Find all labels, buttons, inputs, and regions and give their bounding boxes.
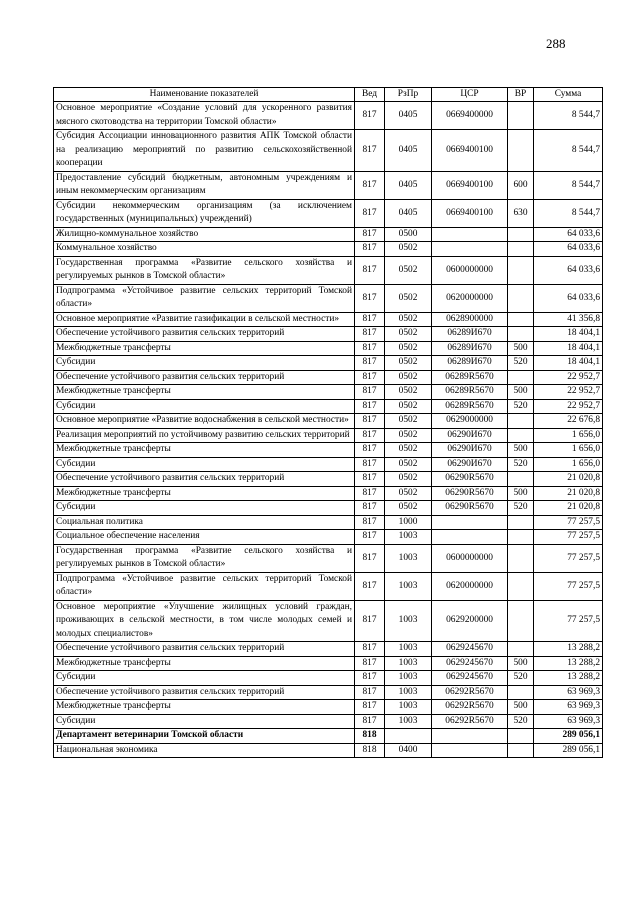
row-vr-cell: 500 [508,385,534,400]
table-header-row [54,88,603,102]
row-vr-cell: 520 [508,671,534,686]
row-ved-cell: 817 [355,544,385,572]
table-row [54,199,603,227]
row-name-cell: Субсидия Ассоциации инновационного развития АПК Томской области на реализацию мероприятий по развитию сельскохозяйственной кооперации [54,130,355,172]
row-name-cell: Основное мероприятие «Улучшение жилищных условий граждан, проживающих в сельской местности, в том числе молодых семей и молодых специалистов» [54,600,355,642]
row-vr-cell: 520 [508,501,534,516]
table-row [54,256,603,284]
table-row [54,671,603,686]
row-ved-cell: 817 [355,102,385,130]
row-name-cell: Социальное обеспечение населения [54,530,355,545]
row-vr-cell [508,312,534,327]
budget-table [53,87,603,758]
row-vr-cell: 520 [508,399,534,414]
row-sum-cell: 22 952,7 [534,385,603,400]
row-csr-cell: 0629245670 [432,671,508,686]
row-sum-cell: 64 033,6 [534,284,603,312]
table-row [54,327,603,342]
row-ved-cell: 817 [355,642,385,657]
row-rzpr-cell: 0502 [385,501,432,516]
row-rzpr-cell: 0502 [385,472,432,487]
row-vr-cell [508,600,534,642]
row-rzpr-cell: 0502 [385,370,432,385]
row-rzpr-cell: 0502 [385,327,432,342]
row-csr-cell: 0629245670 [432,656,508,671]
row-sum-cell: 77 257,5 [534,515,603,530]
row-rzpr-cell: 0502 [385,341,432,356]
row-csr-cell: 06290R5670 [432,501,508,516]
row-csr-cell [432,743,508,758]
row-rzpr-cell: 0405 [385,199,432,227]
row-sum-cell: 289 056,1 [534,743,603,758]
row-vr-cell [508,414,534,429]
header-rzpr: РзПр [385,88,432,102]
row-sum-cell: 18 404,1 [534,327,603,342]
table-row [54,685,603,700]
row-vr-cell [508,515,534,530]
row-csr-cell: 06289R5670 [432,399,508,414]
row-rzpr-cell: 0502 [385,356,432,371]
row-ved-cell: 817 [355,428,385,443]
row-sum-cell: 77 257,5 [534,530,603,545]
row-ved-cell: 817 [355,414,385,429]
page-number: 288 [546,36,566,51]
row-rzpr-cell: 0502 [385,399,432,414]
row-vr-cell: 500 [508,486,534,501]
row-sum-cell: 1 656,0 [534,443,603,458]
table-row [54,729,603,744]
row-vr-cell: 500 [508,700,534,715]
table-row [54,130,603,172]
row-vr-cell: 520 [508,356,534,371]
row-name-cell: Подпрограмма «Устойчивое развитие сельских территорий Томской области» [54,572,355,600]
table-row [54,642,603,657]
row-sum-cell: 289 056,1 [534,729,603,744]
row-ved-cell: 817 [355,486,385,501]
row-sum-cell: 21 020,8 [534,486,603,501]
row-vr-cell [508,130,534,172]
row-ved-cell: 817 [355,385,385,400]
row-ved-cell: 817 [355,457,385,472]
row-rzpr-cell: 0502 [385,486,432,501]
row-ved-cell: 818 [355,729,385,744]
row-ved-cell: 817 [355,130,385,172]
row-name-cell: Государственная программа «Развитие сельского хозяйства и регулируемых рынков в Томской области» [54,256,355,284]
table-row [54,102,603,130]
row-csr-cell: 06289И670 [432,327,508,342]
row-sum-cell: 13 288,2 [534,642,603,657]
row-ved-cell: 817 [355,171,385,199]
row-vr-cell [508,428,534,443]
table-row [54,312,603,327]
row-sum-cell: 22 676,8 [534,414,603,429]
row-rzpr-cell: 1003 [385,700,432,715]
table-row [54,242,603,257]
table-row [54,656,603,671]
row-csr-cell: 0629000000 [432,414,508,429]
row-csr-cell: 0629200000 [432,600,508,642]
row-name-cell: Обеспечение устойчивого развития сельских территорий [54,472,355,487]
table-row [54,385,603,400]
row-name-cell: Субсидии [54,356,355,371]
table-body [54,102,603,758]
row-name-cell: Субсидии некоммерческим организациям (за исключением государственных (муниципальных) учреждений) [54,199,355,227]
row-sum-cell: 64 033,6 [534,227,603,242]
row-name-cell: Национальная экономика [54,743,355,758]
table-row [54,341,603,356]
row-rzpr-cell: 0405 [385,130,432,172]
row-sum-cell: 1 656,0 [534,428,603,443]
row-rzpr-cell: 1003 [385,714,432,729]
row-csr-cell: 06290R5670 [432,486,508,501]
row-sum-cell: 64 033,6 [534,242,603,257]
row-csr-cell: 0669400000 [432,102,508,130]
row-vr-cell: 500 [508,656,534,671]
row-vr-cell [508,284,534,312]
row-rzpr-cell: 1000 [385,515,432,530]
row-vr-cell [508,685,534,700]
row-ved-cell: 817 [355,199,385,227]
row-sum-cell: 18 404,1 [534,341,603,356]
table-row [54,171,603,199]
row-rzpr-cell: 0502 [385,443,432,458]
row-sum-cell: 63 969,3 [534,685,603,700]
row-ved-cell: 817 [355,600,385,642]
row-ved-cell: 817 [355,572,385,600]
header-name: Наименование показателей [54,88,355,102]
row-name-cell: Государственная программа «Развитие сельского хозяйства и регулируемых рынков в Томской области» [54,544,355,572]
row-vr-cell [508,642,534,657]
row-sum-cell: 21 020,8 [534,472,603,487]
row-name-cell: Социальная политика [54,515,355,530]
row-name-cell: Обеспечение устойчивого развития сельских территорий [54,685,355,700]
row-rzpr-cell: 0502 [385,457,432,472]
row-csr-cell: 06292R5670 [432,685,508,700]
row-ved-cell: 817 [355,284,385,312]
row-csr-cell: 0669400100 [432,199,508,227]
row-csr-cell: 0600000000 [432,256,508,284]
row-rzpr-cell: 1003 [385,600,432,642]
row-ved-cell: 817 [355,356,385,371]
table-row [54,399,603,414]
row-vr-cell [508,227,534,242]
row-sum-cell: 8 544,7 [534,130,603,172]
row-ved-cell: 817 [355,515,385,530]
row-csr-cell: 0600000000 [432,544,508,572]
row-name-cell: Субсидии [54,501,355,516]
row-vr-cell [508,370,534,385]
row-rzpr-cell: 0502 [385,242,432,257]
row-csr-cell: 0628900000 [432,312,508,327]
row-csr-cell: 0620000000 [432,284,508,312]
row-csr-cell: 0669400100 [432,171,508,199]
table-row [54,501,603,516]
row-ved-cell: 817 [355,327,385,342]
row-name-cell: Жилищно-коммунальное хозяйство [54,227,355,242]
table-row [54,472,603,487]
row-name-cell: Субсидии [54,399,355,414]
row-name-cell: Межбюджетные трансферты [54,443,355,458]
row-rzpr-cell: 1003 [385,530,432,545]
row-rzpr-cell: 0502 [385,256,432,284]
row-csr-cell: 06289И670 [432,341,508,356]
row-ved-cell: 817 [355,256,385,284]
row-name-cell: Субсидии [54,714,355,729]
table-row [54,356,603,371]
row-sum-cell: 22 952,7 [534,370,603,385]
row-ved-cell: 817 [355,530,385,545]
row-rzpr-cell: 1003 [385,544,432,572]
row-name-cell: Субсидии [54,457,355,472]
row-sum-cell: 21 020,8 [534,501,603,516]
table-row [54,486,603,501]
row-rzpr-cell: 1003 [385,685,432,700]
header-ved: Вед [355,88,385,102]
row-name-cell: Межбюджетные трансферты [54,486,355,501]
row-ved-cell: 817 [355,700,385,715]
row-ved-cell: 817 [355,399,385,414]
row-sum-cell: 63 969,3 [534,714,603,729]
table-row [54,428,603,443]
row-name-cell: Подпрограмма «Устойчивое развитие сельских территорий Томской области» [54,284,355,312]
row-name-cell: Предоставление субсидий бюджетным, автономным учреждениям и иным некоммерческим организациям [54,171,355,199]
row-csr-cell [432,242,508,257]
row-ved-cell: 817 [355,714,385,729]
row-sum-cell: 77 257,5 [534,544,603,572]
row-name-cell: Основное мероприятие «Развитие газификации в сельской местности» [54,312,355,327]
row-ved-cell: 818 [355,743,385,758]
row-sum-cell: 41 356,8 [534,312,603,327]
row-name-cell: Межбюджетные трансферты [54,656,355,671]
header-sum: Сумма [534,88,603,102]
row-rzpr-cell: 0502 [385,385,432,400]
row-csr-cell: 06292R5670 [432,714,508,729]
row-sum-cell: 1 656,0 [534,457,603,472]
table-row [54,700,603,715]
row-vr-cell [508,242,534,257]
row-name-cell: Обеспечение устойчивого развития сельских территорий [54,370,355,385]
row-sum-cell: 22 952,7 [534,399,603,414]
row-rzpr-cell: 0502 [385,312,432,327]
row-rzpr-cell: 1003 [385,642,432,657]
row-csr-cell: 0669400100 [432,130,508,172]
row-rzpr-cell: 0502 [385,284,432,312]
row-sum-cell: 13 288,2 [534,656,603,671]
row-vr-cell [508,743,534,758]
row-name-cell: Коммунальное хозяйство [54,242,355,257]
row-vr-cell [508,327,534,342]
table-row [54,572,603,600]
row-rzpr-cell: 1003 [385,671,432,686]
row-rzpr-cell: 0502 [385,428,432,443]
row-ved-cell: 817 [355,671,385,686]
table-row [54,743,603,758]
row-rzpr-cell: 0502 [385,414,432,429]
row-rzpr-cell: 1003 [385,572,432,600]
row-sum-cell: 8 544,7 [534,171,603,199]
row-name-cell: Субсидии [54,671,355,686]
table-row [54,544,603,572]
table-row [54,443,603,458]
row-csr-cell: 06289R5670 [432,370,508,385]
row-name-cell: Основное мероприятие «Создание условий для ускоренного развития мясного скотоводства на территории Томской области» [54,102,355,130]
row-ved-cell: 817 [355,472,385,487]
row-sum-cell: 64 033,6 [534,256,603,284]
row-csr-cell: 06290И670 [432,428,508,443]
row-ved-cell: 817 [355,685,385,700]
row-vr-cell [508,544,534,572]
row-csr-cell: 06289R5670 [432,385,508,400]
row-name-cell: Реализация мероприятий по устойчивому развитию сельских территорий [54,428,355,443]
row-vr-cell [508,472,534,487]
row-csr-cell: 0620000000 [432,572,508,600]
table-row [54,227,603,242]
row-rzpr-cell: 0500 [385,227,432,242]
row-vr-cell: 520 [508,714,534,729]
table-row [54,600,603,642]
row-csr-cell: 06290И670 [432,443,508,458]
row-ved-cell: 817 [355,501,385,516]
row-name-cell: Обеспечение устойчивого развития сельских территорий [54,642,355,657]
header-csr: ЦСР [432,88,508,102]
table-row [54,370,603,385]
row-vr-cell: 500 [508,341,534,356]
header-vr: ВР [508,88,534,102]
row-vr-cell: 630 [508,199,534,227]
row-vr-cell [508,102,534,130]
row-rzpr-cell: 0405 [385,102,432,130]
row-rzpr-cell: 0400 [385,743,432,758]
table-row [54,530,603,545]
row-rzpr-cell: 1003 [385,656,432,671]
row-ved-cell: 817 [355,370,385,385]
row-csr-cell: 06289И670 [432,356,508,371]
row-name-cell: Основное мероприятие «Развитие водоснабжения в сельской местности» [54,414,355,429]
row-name-cell: Межбюджетные трансферты [54,700,355,715]
row-csr-cell: 06292R5670 [432,700,508,715]
row-vr-cell [508,572,534,600]
table-row [54,457,603,472]
row-vr-cell [508,530,534,545]
row-csr-cell [432,515,508,530]
row-ved-cell: 817 [355,312,385,327]
row-ved-cell: 817 [355,341,385,356]
table-row [54,284,603,312]
row-vr-cell [508,256,534,284]
row-sum-cell: 13 288,2 [534,671,603,686]
row-rzpr-cell: 0405 [385,171,432,199]
row-sum-cell: 77 257,5 [534,600,603,642]
row-vr-cell: 520 [508,457,534,472]
table-row [54,515,603,530]
row-sum-cell: 8 544,7 [534,199,603,227]
row-name-cell: Межбюджетные трансферты [54,385,355,400]
row-csr-cell [432,729,508,744]
row-ved-cell: 817 [355,656,385,671]
row-ved-cell: 817 [355,242,385,257]
row-vr-cell: 600 [508,171,534,199]
row-ved-cell: 817 [355,227,385,242]
row-vr-cell: 500 [508,443,534,458]
row-name-cell: Межбюджетные трансферты [54,341,355,356]
row-csr-cell [432,227,508,242]
row-name-cell: Обеспечение устойчивого развития сельских территорий [54,327,355,342]
row-sum-cell: 18 404,1 [534,356,603,371]
row-csr-cell: 0629245670 [432,642,508,657]
row-rzpr-cell [385,729,432,744]
row-csr-cell: 06290R5670 [432,472,508,487]
row-ved-cell: 817 [355,443,385,458]
row-sum-cell: 77 257,5 [534,572,603,600]
row-sum-cell: 8 544,7 [534,102,603,130]
table-row [54,714,603,729]
row-vr-cell [508,729,534,744]
table-row [54,414,603,429]
row-csr-cell [432,530,508,545]
row-csr-cell: 06290И670 [432,457,508,472]
row-name-cell: Департамент ветеринарии Томской области [54,729,355,744]
row-sum-cell: 63 969,3 [534,700,603,715]
